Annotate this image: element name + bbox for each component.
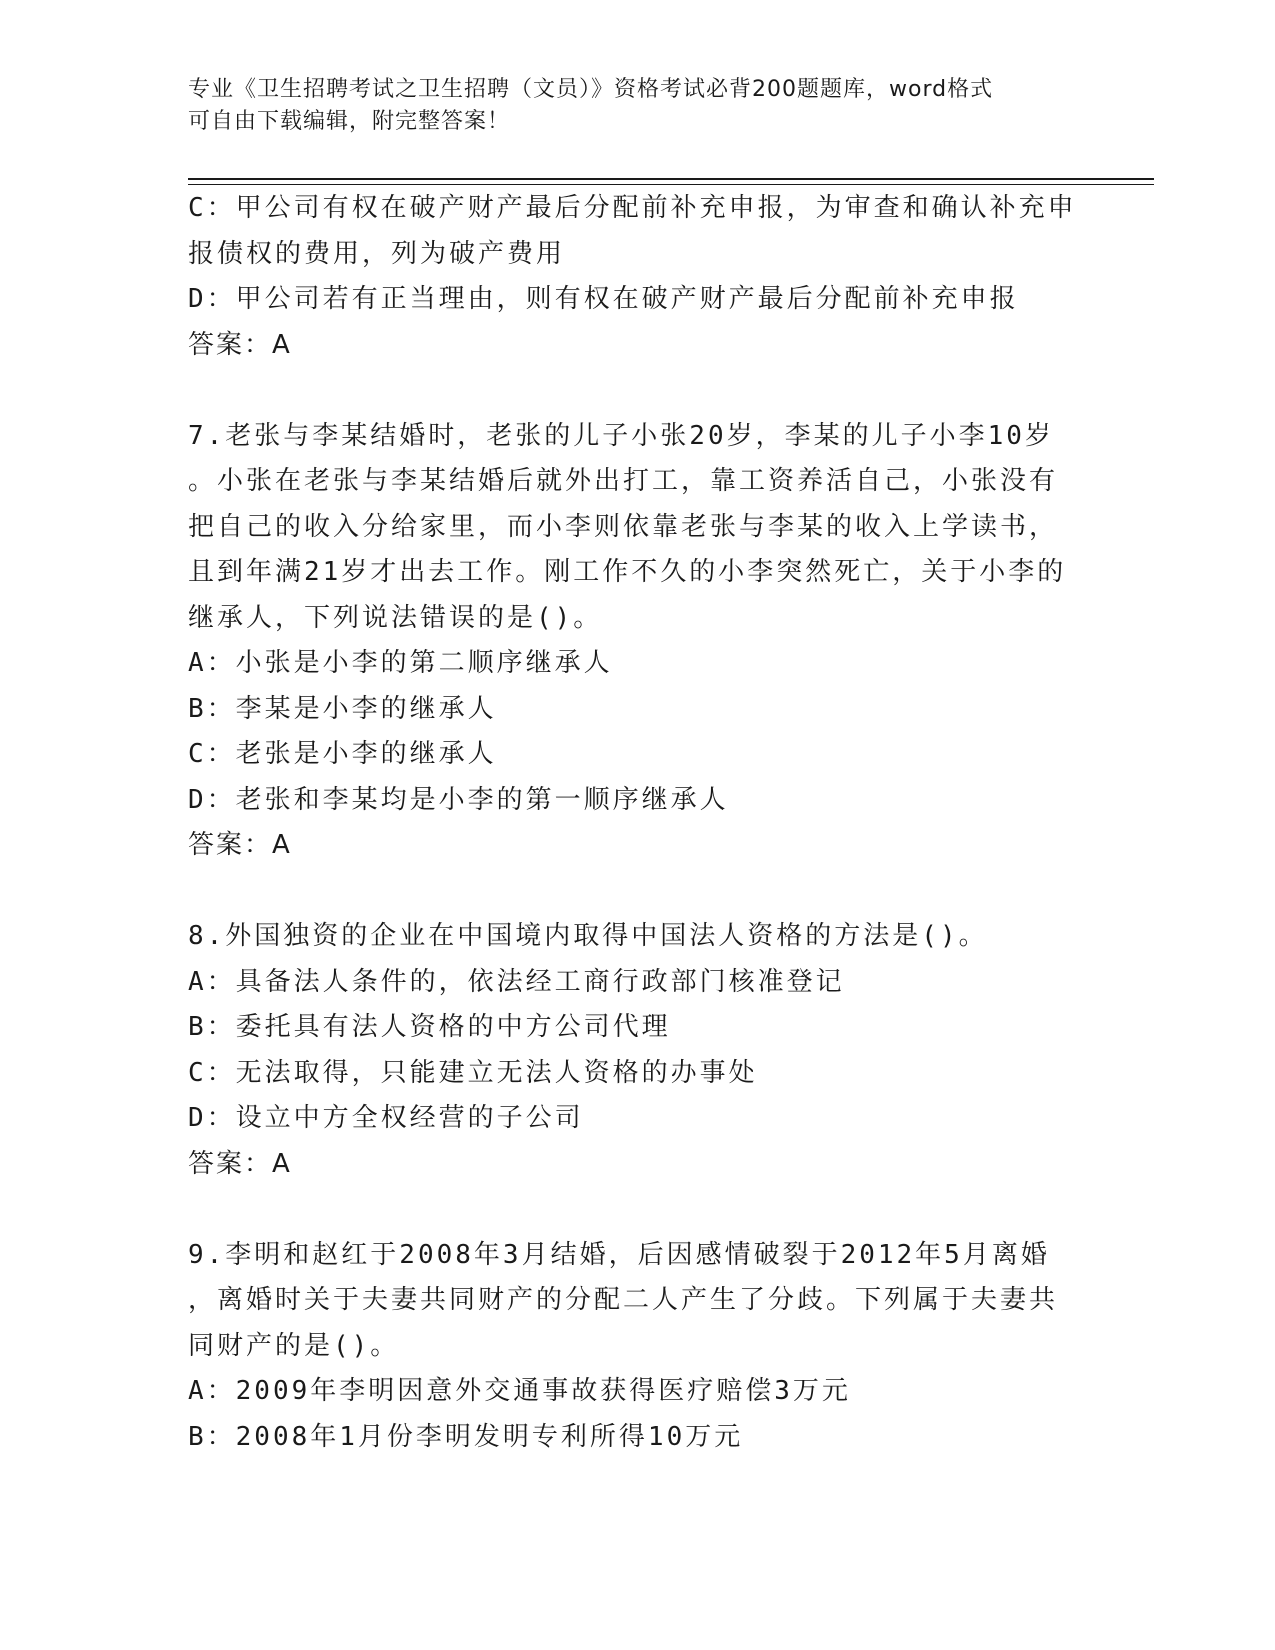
spacer xyxy=(188,368,1088,414)
option-a: A：具备法人条件的，依法经工商行政部门核准登记 xyxy=(188,966,845,997)
question-stem-line: 9.李明和赵红于2008年3月结婚，后因感情破裂于2012年5月离婚 xyxy=(188,1239,1050,1270)
page-header xyxy=(188,74,1068,138)
question-9 xyxy=(188,1233,1088,1461)
option-b: B：2008年1月份李明发明专利所得10万元 xyxy=(188,1421,744,1452)
question-stem-line: 且到年满21岁才出去工作。刚工作不久的小李突然死亡，关于小李的 xyxy=(188,557,1067,587)
question-stem-line: 把自己的收入分给家里，而小李则依靠老张与李某的收入上学读书， xyxy=(188,511,1059,542)
option-d: D：设立中方全权经营的子公司 xyxy=(188,1103,584,1133)
question-stem-line: ，离婚时关于夫妻共同财产的分配二人产生了分歧。下列属于夫妻共 xyxy=(188,1285,1059,1315)
answer-line: 答案：A xyxy=(188,830,292,860)
option-b: B：委托具有法人资格的中方公司代理 xyxy=(188,1012,671,1042)
question-stem-line: 。小张在老张与李某结婚后就外出打工，靠工资养活自己，小张没有 xyxy=(188,466,1059,496)
question-stem-line: 继承人，下列说法错误的是()。 xyxy=(188,602,603,633)
question-stem-line: 同财产的是()。 xyxy=(188,1330,400,1361)
spacer xyxy=(188,869,1088,915)
question-stem-line: 8.外国独资的企业在中国境内取得中国法人资格的方法是()。 xyxy=(188,921,988,951)
option-d: D：老张和李某均是小李的第一顺序继承人 xyxy=(188,784,729,815)
question-stem-line: 7.老张与李某结婚时，老张的儿子小张20岁，李某的儿子小李10岁 xyxy=(188,420,1054,451)
header-title-line-2: 可自由下载编辑，附完整答案！ xyxy=(188,109,511,134)
question-7 xyxy=(188,414,1088,869)
question-8 xyxy=(188,914,1088,1187)
answer-line: 答案：A xyxy=(188,329,292,360)
option-b: B：李某是小李的继承人 xyxy=(188,693,497,724)
option-c-line-2: 报债权的费用，列为破产费用 xyxy=(188,238,566,269)
option-c: C：无法取得，只能建立无法人资格的办事处 xyxy=(188,1057,758,1088)
option-a: A：小张是小李的第二顺序继承人 xyxy=(188,648,613,678)
header-rule-thick xyxy=(188,178,1154,180)
option-c: C：老张是小李的继承人 xyxy=(188,739,497,769)
answer-line: 答案：A xyxy=(188,1148,292,1179)
spacer xyxy=(188,1187,1088,1233)
option-c-line-1: C：甲公司有权在破产财产最后分配前补充申报，为审查和确认补充申 xyxy=(188,193,1077,223)
document-body xyxy=(188,186,1088,1460)
option-a: A：2009年李明因意外交通事故获得医疗赔偿3万元 xyxy=(188,1376,851,1406)
header-rule-thin xyxy=(188,184,1154,185)
option-d: D：甲公司若有正当理由，则有权在破产财产最后分配前补充申报 xyxy=(188,284,1019,314)
previous-question-tail xyxy=(188,186,1088,368)
header-title-line-1: 专业《卫生招聘考试之卫生招聘（文员）》资格考试必背200题题库，word格式 xyxy=(188,77,994,102)
